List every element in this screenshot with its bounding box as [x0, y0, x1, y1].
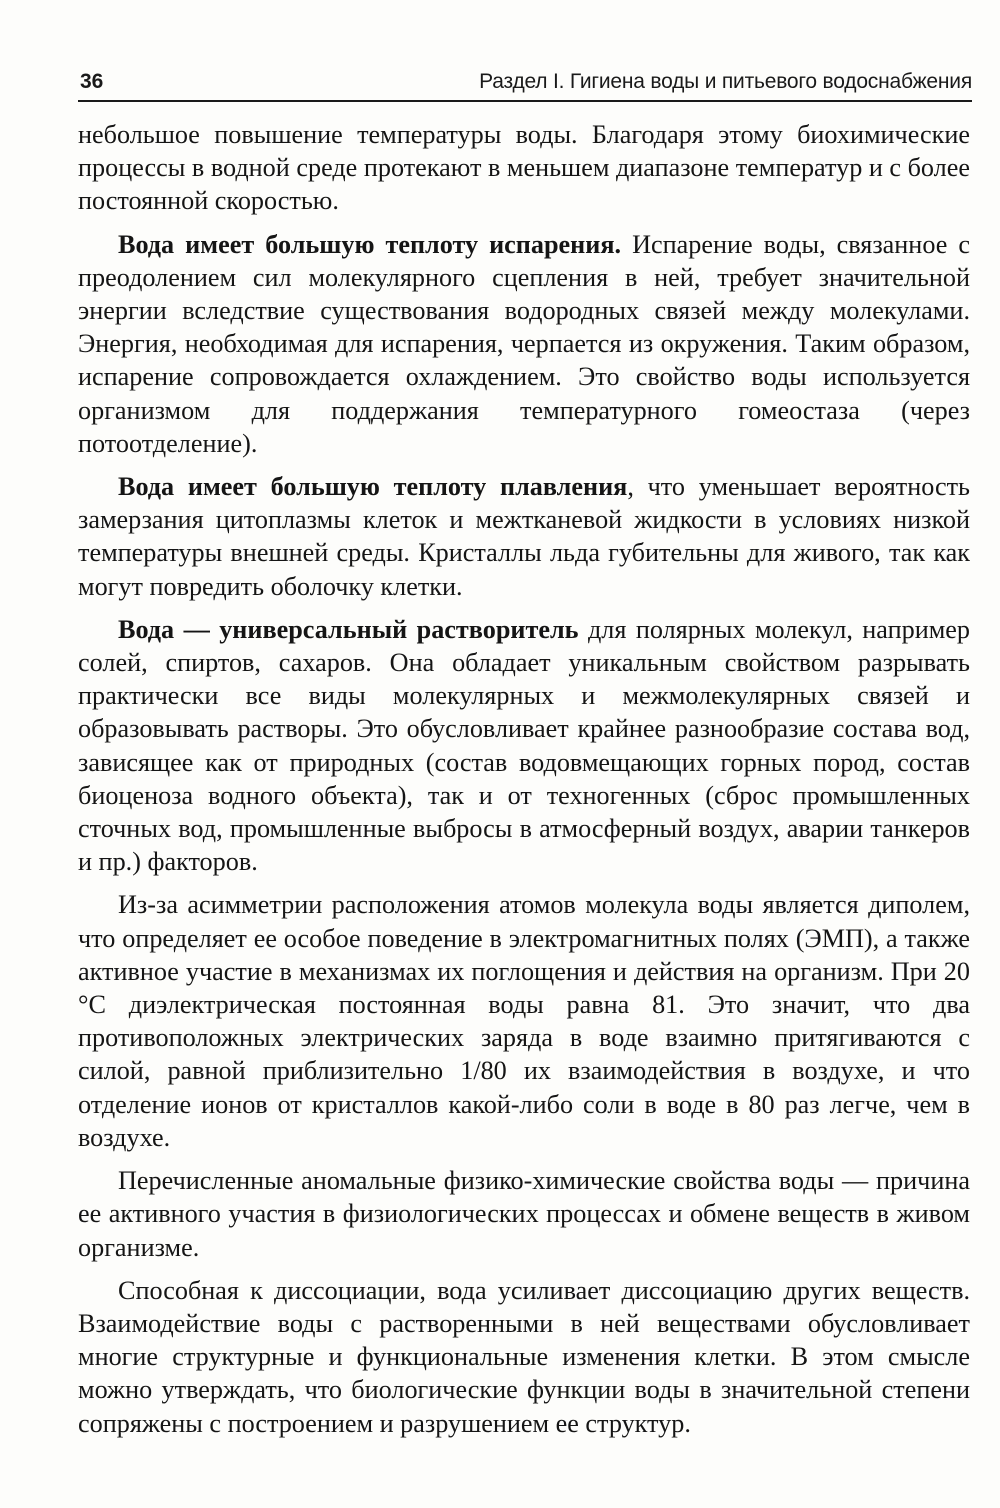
paragraph-universal-solvent	[78, 613, 970, 879]
paragraph-text: Из-за асимметрии расположения атомов молекула воды является диполем, что определяет ее особое поведение в электромагнитных полях (ЭМП), а также активное участие в механизмах их поглощения и действия на организм. При 20 °С диэлектрическая постоянная воды равна 81. Это значит, что два противоположных электрических заряда в воде взаимно притягиваются с силой, равной приблизительно 1/80 их взаимодействия в воздухе, и что отделение ионов от кристаллов какой-либо соли в воде в 80 раз легче, чем в воздухе.	[78, 890, 970, 1152]
paragraph-heat-of-fusion	[78, 470, 970, 603]
paragraph-text: , что уменьшает вероятность замерзания цитоплазмы клеток и межтканевой жидкости в условиях низкой температуры внешней среды. Кристаллы льда губительны для живого, так как могут повредить оболочку клетки.	[78, 472, 970, 601]
paragraph-text: Способная к диссоциации, вода усиливает диссоциацию других веществ. Взаимодействие воды с растворенными в ней веществами обусловливает многие структурные и функциональные изменения клетки. В этом смысле можно утверждать, что биологические функции воды в значительной степени сопряжены с построением и разрушением ее структур.	[78, 1275, 970, 1438]
paragraph-continuation	[78, 118, 970, 218]
paragraph-dissociation	[78, 1274, 970, 1440]
paragraph-anomalous-properties	[78, 1164, 970, 1264]
paragraph-heat-of-evaporation	[78, 228, 970, 460]
paragraph-lead: Вода имеет большую теплоту испарения.	[118, 229, 622, 259]
page-number: 36	[80, 70, 104, 93]
paragraph-text: Перечисленные аномальные физико-химические свойства воды — причина ее активного участия в физиологических процессах и обмене веществ в живом организме.	[78, 1166, 970, 1262]
running-header	[78, 66, 972, 102]
paragraph-lead: Вода — универсальный растворитель	[118, 614, 579, 644]
paragraph-dipole	[78, 888, 970, 1154]
section-title: Раздел I. Гигиена воды и питьевого водоснабжения	[479, 70, 972, 93]
paragraph-lead: Вода имеет большую теплоту плавления	[118, 472, 628, 502]
paragraph-text: Испарение воды, связанное с преодолением сил молекулярного сцепления в ней, требует значительной энергии вследствие существования водородных связей между молекулами. Энергия, необходимая для испарения, черпается из окружения. Таким образом, испарение сопровождается охлаждением. Это свойство воды используется организмом для поддержания температурного гомеостаза (через потоотделение).	[78, 229, 970, 458]
paragraph-text: небольшое повышение температуры воды. Благодаря этому биохимические процессы в водной среде протекают в меньшем диапазоне температур и с более постоянной скоростью.	[78, 120, 970, 216]
body-text	[78, 118, 970, 1440]
paragraph-text: для полярных молекул, например солей, спиртов, сахаров. Она обладает уникальным свойством разрывать практически все виды молекулярных и межмолекулярных связей и образовывать растворы. Это обусловливает крайнее разнообразие состава вод, зависящее как от природных (состав водовмещающих горных пород, состав биоценоза водного объекта), так и от техногенных (сброс промышленных сточных вод, промышленные выбросы в атмосферный воздух, аварии танкеров и пр.) факторов.	[78, 614, 970, 877]
